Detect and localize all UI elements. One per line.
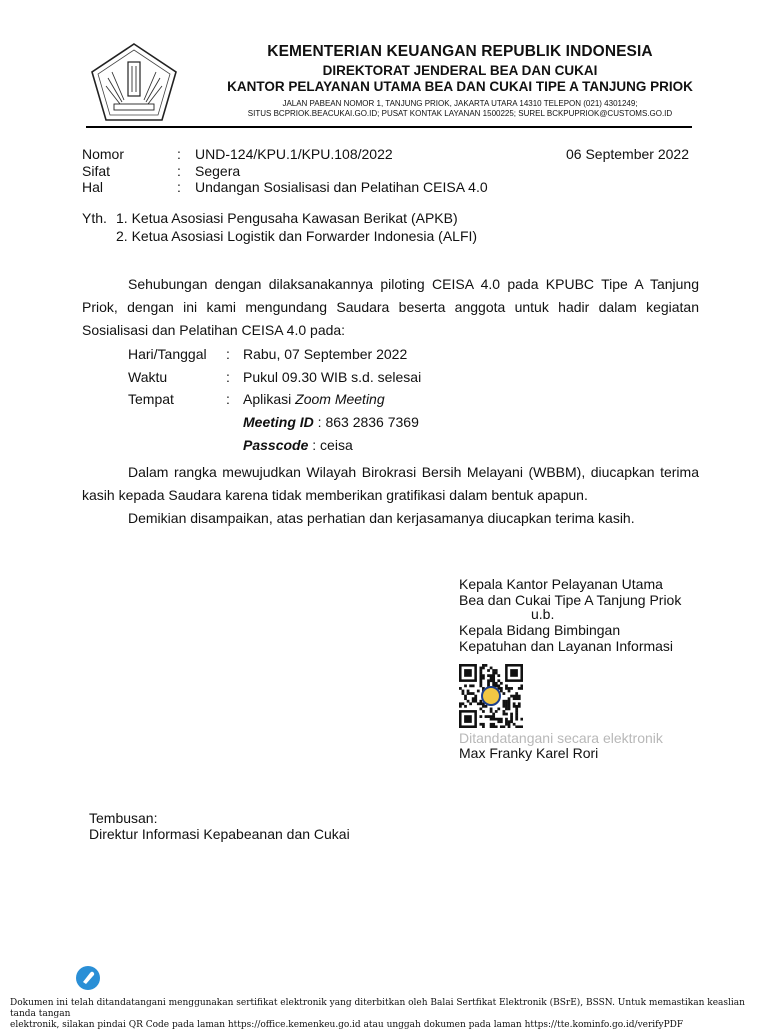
electronic-signature-note: Ditandatangani secara elektronik xyxy=(459,730,663,746)
hal-colon: : xyxy=(177,179,181,195)
recipient-item: 2. Ketua Asosiasi Logistik dan Forwarder Indonesia (ALFI) xyxy=(116,228,478,244)
schedule-time-colon: : xyxy=(226,369,230,385)
cc-item: Direktur Informasi Kepabeanan dan Cukai xyxy=(89,826,350,842)
letterhead-office: KANTOR PELAYANAN UTAMA BEA DAN CUKAI TIPE A TANJUNG PRIOK xyxy=(227,79,693,94)
bsre-badge-icon xyxy=(75,965,101,991)
schedule-place-colon: : xyxy=(226,391,230,407)
schedule-day-colon: : xyxy=(226,346,230,362)
meeting-id-value: : 863 2836 7369 xyxy=(313,414,419,430)
schedule-time-label: Waktu xyxy=(128,369,168,385)
letterhead-ministry: KEMENTERIAN KEUANGAN REPUBLIK INDONESIA xyxy=(267,43,653,60)
paragraph-2-line-1: Dalam rangka mewujudkan Wilayah Birokrasi Bersih Melayani (WBBM), diucapkan terima xyxy=(128,464,699,480)
passcode xyxy=(243,437,353,453)
ministry-emblem-icon xyxy=(88,42,180,124)
footer-line-1: Dokumen ini telah ditandatangani menggunakan sertifikat elektronik yang diterbitkan oleh Balai Sertfikat Elektronik (BSrE), BSSN. Untuk memastikan keaslian tanda tangan xyxy=(10,998,745,1019)
address-line-2: SITUS BCPRIOK.BEACUKAI.GO.ID; PUSAT KONTAK LAYANAN 1500225; SUREL BCKPUPRIOK@CUSTOMS.GO.ID xyxy=(247,109,673,118)
schedule-place-value xyxy=(243,391,385,407)
footer-disclaimer xyxy=(10,998,758,1031)
sifat-value: Segera xyxy=(195,163,241,179)
recipients-prefix: Yth. xyxy=(82,210,107,226)
schedule-time-value: Pukul 09.30 WIB s.d. selesai xyxy=(243,369,422,385)
paragraph-1-line-2: Priok, dengan ini kami mengundang Saudara beserta anggota untuk hadir dalam kegiatan xyxy=(82,299,699,315)
schedule-day-label: Hari/Tanggal xyxy=(128,346,207,362)
place-app: Zoom Meeting xyxy=(295,391,385,407)
letterhead-directorate: DIREKTORAT JENDERAL BEA DAN CUKAI xyxy=(322,63,598,78)
address-line-1: JALAN PABEAN NOMOR 1, TANJUNG PRIOK, JAKARTA UTARA 14310 TELEPON (021) 4301249; xyxy=(282,99,638,108)
signatory-name: Max Franky Karel Rori xyxy=(459,745,599,761)
schedule-day-value: Rabu, 07 September 2022 xyxy=(243,346,408,362)
signature-line-2: Bea dan Cukai Tipe A Tanjung Priok xyxy=(459,592,682,608)
place-prefix: Aplikasi xyxy=(243,391,296,407)
nomor-value: UND-124/KPU.1/KPU.108/2022 xyxy=(195,146,393,162)
signature-line-5: Kepatuhan dan Layanan Informasi xyxy=(459,638,674,654)
schedule-place-label: Tempat xyxy=(128,391,174,407)
signature-line-3: u.b. xyxy=(531,606,555,622)
qr-code-icon xyxy=(459,664,523,728)
hal-label: Hal xyxy=(82,179,104,195)
paragraph-2-line-2: kasih kepada Saudara karena tidak memberikan gratifikasi dalam bentuk apapun. xyxy=(82,487,588,503)
footer-line-2: elektronik, silakan pindai QR Code pada laman https://office.kemenkeu.go.id atau unggah dokumen pada laman https://tte.kominfo.go.id/verifyPDF xyxy=(10,1020,684,1030)
signature-line-4: Kepala Bidang Bimbingan xyxy=(459,622,621,638)
paragraph-1-line-3: Sosialisasi dan Pelatihan CEISA 4.0 pada: xyxy=(82,322,346,338)
letterhead-divider xyxy=(86,126,692,128)
paragraph-1-line-1: Sehubungan dengan dilaksanakannya piloting CEISA 4.0 pada KPUBC Tipe A Tanjung xyxy=(128,276,699,292)
meeting-id xyxy=(243,414,419,430)
meeting-id-label: Meeting ID xyxy=(243,414,314,430)
signature-line-1: Kepala Kantor Pelayanan Utama xyxy=(459,576,663,592)
paragraph-3: Demikian disampaikan, atas perhatian dan kerjasamanya diucapkan terima kasih. xyxy=(128,510,635,526)
passcode-label: Passcode xyxy=(243,437,309,453)
sifat-label: Sifat xyxy=(82,163,111,179)
sifat-colon: : xyxy=(177,163,181,179)
letter-date: 06 September 2022 xyxy=(566,146,689,162)
cc-label: Tembusan: xyxy=(89,810,158,826)
letterhead-address xyxy=(190,99,730,119)
nomor-label: Nomor xyxy=(82,146,125,162)
recipient-item: 1. Ketua Asosiasi Pengusaha Kawasan Berikat (APKB) xyxy=(116,210,458,226)
passcode-value: : ceisa xyxy=(308,437,353,453)
hal-value: Undangan Sosialisasi dan Pelatihan CEISA 4.0 xyxy=(195,179,488,195)
nomor-colon: : xyxy=(177,146,181,162)
